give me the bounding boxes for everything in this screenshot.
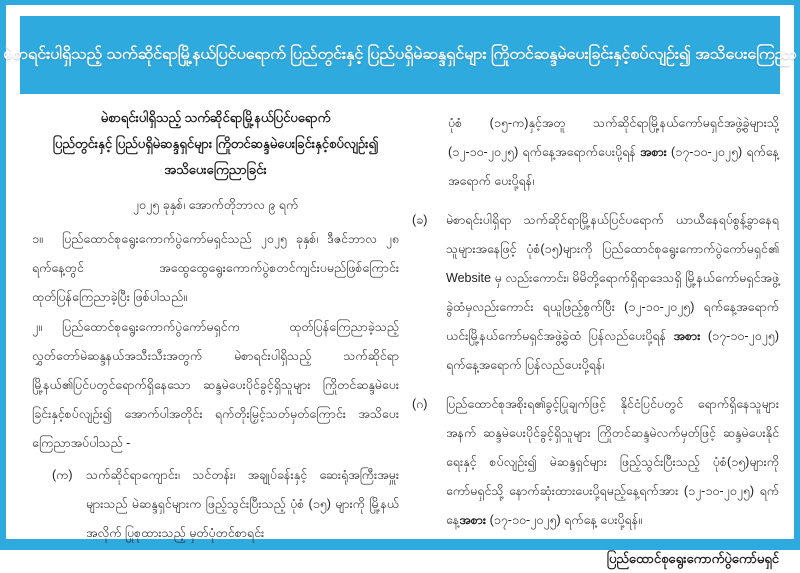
list-item-ga	[412, 390, 779, 535]
document-title-line-2: ပြည်တွင်းနှင့် ပြည်ပရှိမဲဆန္ဒရှင်များ ကြိုတင်ဆန္ဒမဲပေးခြင်းနှင့်စပ်လျဉ်း၍	[52, 136, 379, 151]
paragraph-2	[32, 313, 399, 458]
list-item-ka-label: (က)	[52, 468, 73, 482]
paragraph-2-text: ပြည်ထောင်စုရွေးကောက်ပွဲကော်မရှင်က ထုတ်ပြန်ကြေညာခဲ့သည့် လွှတ်တော်မဲဆန္ဒနယ်အသီးသီးအတွက် မဲစာရင်းပါရှိသည့် သက်ဆိုင်ရာမြို့နယ်၏ပြင်ပတွင်ရောက်ရှိနေသော ဆန္ဒမဲပေးပိုင်ခွင့်ရှိသူများ ကြိုတင်ဆန္ဒမဲပေးခြင်းနှင့်စပ်လျဉ်း၍ အောက်ပါအတိုင်း ရက်တိုးမြှင့်သတ်မှတ်ကြောင်း အသိပေးကြေညာအပ်ပါသည် -	[32, 320, 399, 450]
document-date: ၂၀၂၅ ခုနှစ်၊ အောက်တိုဘာလ ၉ ရက်	[132, 198, 299, 212]
signature: ပြည်ထောင်စုရွေးကောက်ပွဲကော်မရှင်	[606, 551, 779, 566]
list-item-ka	[32, 461, 399, 548]
list-item-ga-text: ပြည်ထောင်စုအစိုးရ၏ခွင့်ပြုချက်ဖြင့် နိုင်ငံပြင်ပတွင် ရောက်ရှိနေသူများအနက် ဆန္ဒမဲပေးပိုင်ခွင့်ရှိသူများ ကြိုတင်ဆန္ဒမဲလက်မှတ်ဖြင့် ဆန္ဒမဲပေးနိုင်ရေးနှင့် စပ်လျဉ်း၍ မဲဆန္ဒရှင်များ ဖြည့်သွင်းပြီးသည့် ပုံစံ(၁၅)များကို ကော်မရှင်သို့ နောက်ဆုံးထားပေးပို့ရမည့်နေ့ရက်အား (၁၂-၁၀-၂၀၂၅) ရက်နေ့အစား (၁၇-၁၀-၂၀၂၅) ရက်နေ့ ပေးပို့ရန်။	[446, 397, 779, 527]
list-item-kha-label: (ခ)	[412, 213, 428, 227]
right-column	[412, 109, 779, 573]
document-title-line-1: မဲစာရင်းပါရှိသည့် သက်ဆိုင်ရာမြို့နယ်ပြင်ပရောက်	[100, 110, 331, 125]
list-item-kha-text: မဲစာရင်းပါရှိရာ သက်ဆိုင်ရာမြို့နယ်ပြင်ပရောက် ယာယီနေရပ်စွန့်ခွာနေရသူများအနေဖြင့် ပုံစံ(၁၅)များကို ပြည်ထောင်စုရွေးကောက်ပွဲကော်မရှင်၏ Website မှ လည်းကောင်း၊ မိမိတို့ရောက်ရှိရာဒေသရှိ မြို့နယ်ကော်မရှင်အဖွဲ့ခွဲထံမှလည်းကောင်း ရယူဖြည့်စွက်ပြီး (၁၂-၁၀-၂၀၂၅) ရက်နေ့အရောက် ယင်းမြို့နယ်ကော်မရှင်အဖွဲ့ခွဲထံ ပြန်လည်ပေးပို့ရန် အစား (၁၇-၁၀-၂၀၂၅) ရက်နေ့အရောက် ပြန်လည်ပေးပို့ရန်၊	[446, 213, 779, 372]
paragraph-2-number: ၂။	[32, 320, 42, 334]
list-item-ka-continuation: ပုံစံ (၁၅-က)နှင့်အတူ သက်ဆိုင်ရာမြို့နယ်ကော်မရှင်အဖွဲ့ခွဲများသို့ (၁၂-၁၀-၂၀၂၅) ရက်နေ့အရောက်ပေးပို့ရန် အစား (၁၇-၁၀-၂၀၂၅) ရက်နေ့အရောက် ပေးပို့ရန်၊	[448, 116, 780, 188]
list-item-ga-label: (ဂ)	[412, 397, 428, 411]
left-column	[32, 105, 399, 548]
list-item-ka-text: သက်ဆိုင်ရာကျောင်း၊ သင်တန်း၊ အချုပ်ခန်းနှင့် ဆေးရုံအကြီးအမှူးများသည် မဲဆန္ဒရှင်များက ဖြည့်သွင်းပြီးသည့် ပုံစံ (၁၅) များကို မြို့နယ်အလိုက် ပြုစုထားသည့် မှတ်ပုံတင်စာရင်း	[86, 468, 399, 540]
paragraph-1	[32, 225, 399, 312]
list-item-kha	[412, 206, 779, 380]
paragraph-1-number: ၁။	[32, 232, 43, 246]
header-banner	[3, 16, 797, 94]
document-title-line-3: အသိပေးကြေညာခြင်း	[164, 162, 267, 177]
document-title	[32, 105, 399, 183]
paragraph-1-text: ပြည်ထောင်စုရွေးကောက်ပွဲကော်မရှင်သည် ၂၀၂၅ ခုနှစ်၊ ဒီဇင်ဘာလ ၂၈ ရက်နေ့တွင် အထွေထွေရွေးကောက်ပွဲစတင်ကျင်းပမည်ဖြစ်ကြောင်း ထုတ်ပြန်ကြေညာခဲ့ပြီး ဖြစ်ပါသည်။	[32, 232, 399, 304]
header-banner-title: မဲစာရင်းပါရှိသည့် သက်ဆိုင်ရာမြို့နယ်ပြင်ပရောက် ပြည်တွင်းနှင့် ပြည်ပရှိမဲဆန္ဒရှင်များ ကြိုတင်ဆန္ဒမဲပေးခြင်းနှင့်စပ်လျဉ်း၍ အသိပေးကြေညာ	[3, 46, 797, 63]
